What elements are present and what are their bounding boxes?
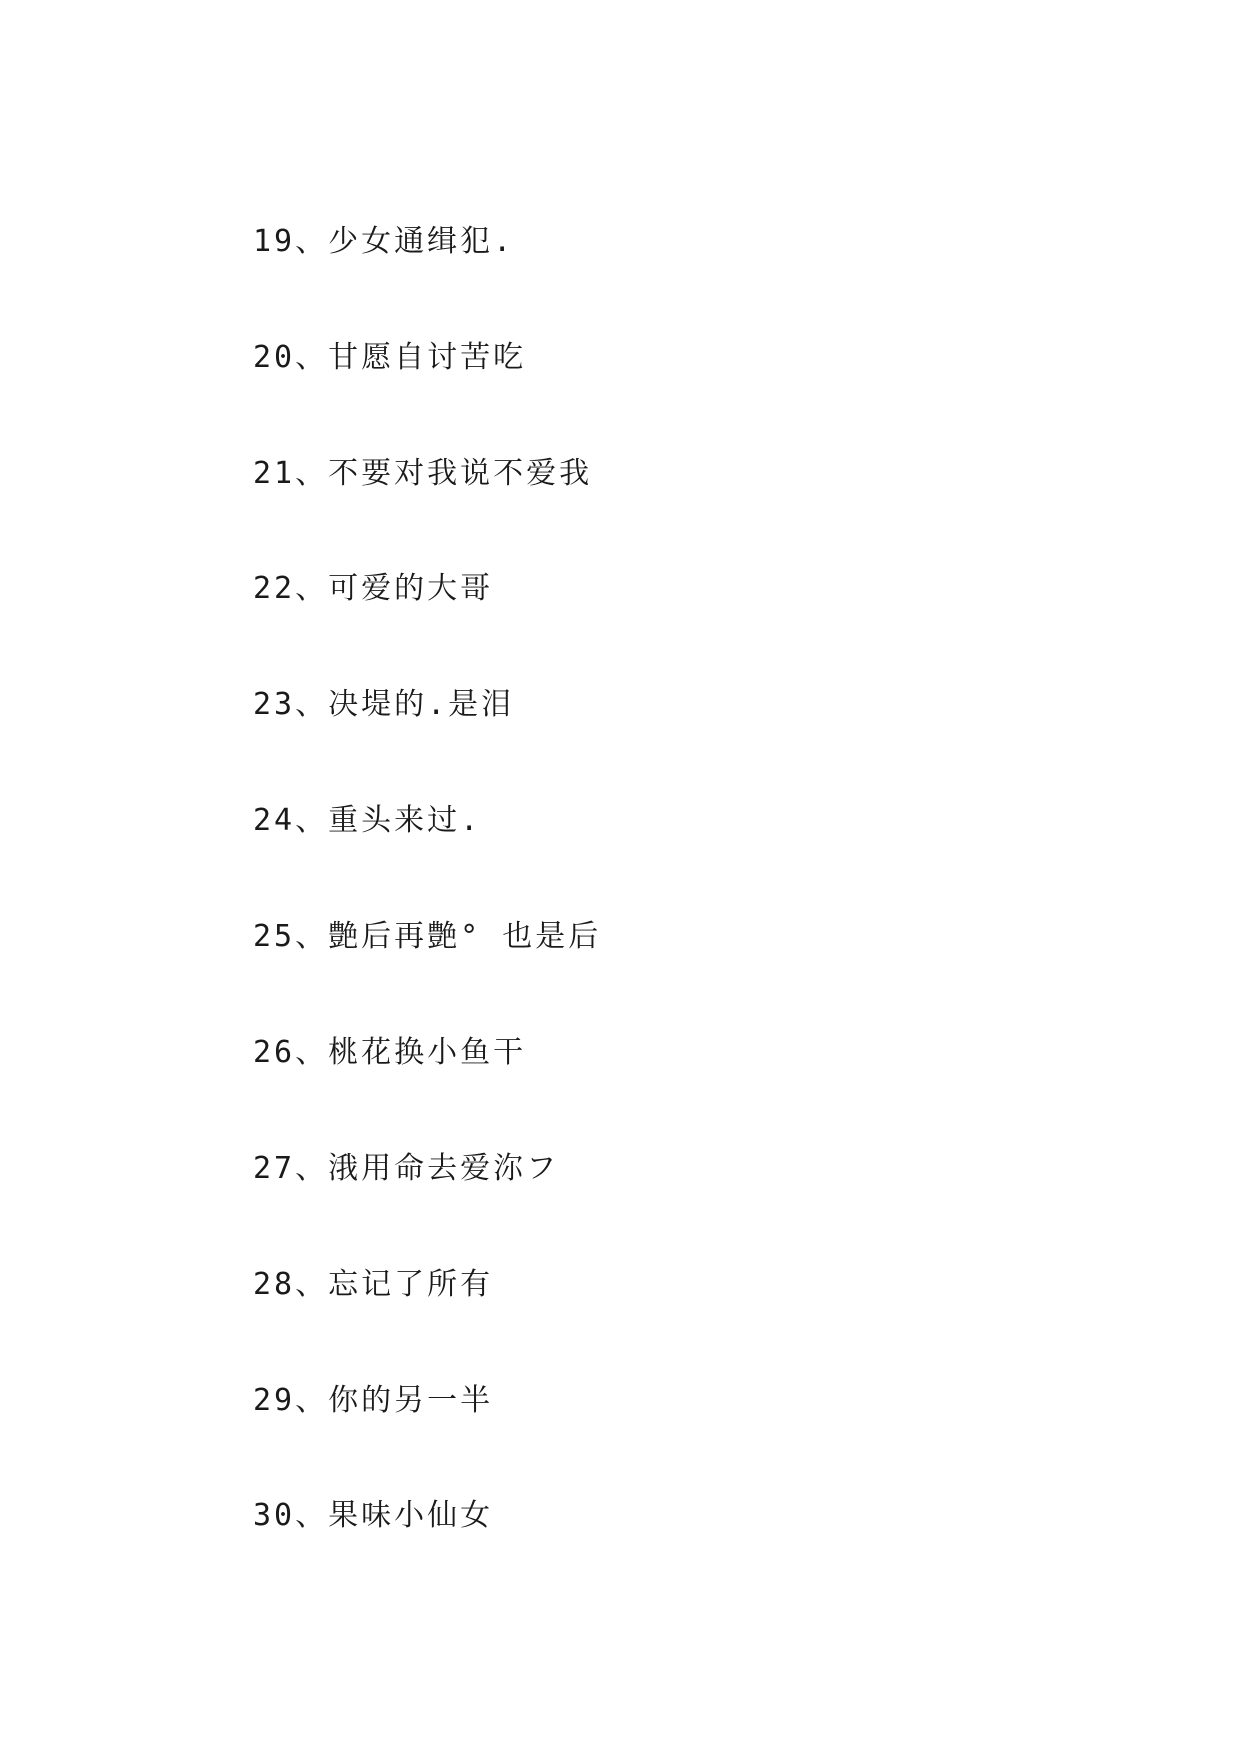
list-item: 27、涐用命去爱沵フ [253,1151,560,1186]
list-item: 28、忘记了所有 [253,1267,494,1302]
list-item: 30、果味小仙女 [253,1498,494,1533]
list-item: 23、决堤的.是泪 [253,687,515,722]
list-item: 24、重头来过. [253,803,482,838]
list-item: 25、艶后再艶° 也是后 [253,919,602,954]
list-item: 21、不要对我说不爱我 [253,456,593,491]
list-item: 22、可爱的大哥 [253,571,494,606]
list-item: 26、桃花换小鱼干 [253,1035,527,1070]
list-item: 20、甘愿自讨苦吃 [253,340,527,375]
list-item: 29、你的另一半 [253,1383,494,1418]
list-item: 19、少女通缉犯. [253,224,515,259]
